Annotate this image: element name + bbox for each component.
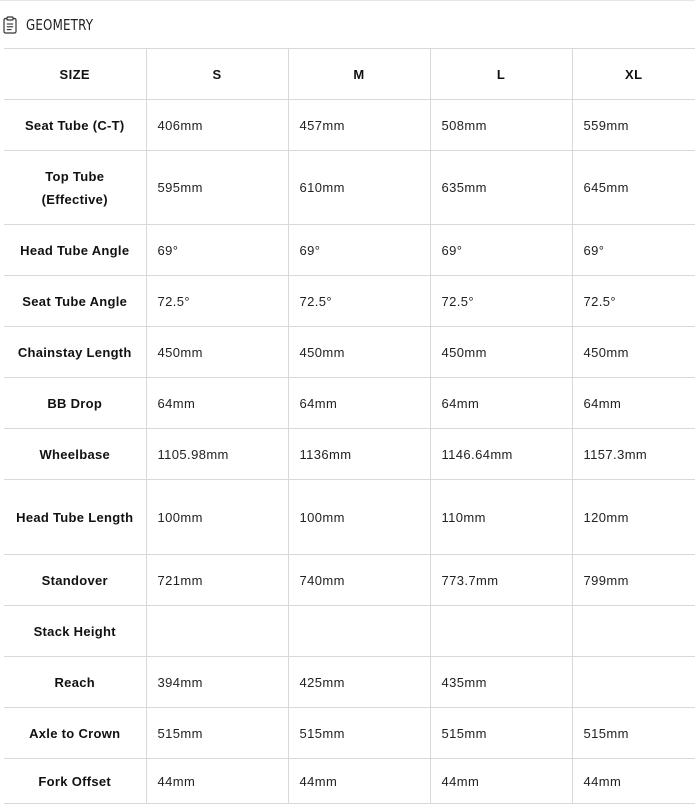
table-cell: 44mm bbox=[430, 759, 572, 804]
table-cell: 435mm bbox=[430, 657, 572, 708]
column-header-xl: XL bbox=[572, 49, 695, 100]
table-row bbox=[4, 276, 695, 327]
table-cell: 72.5° bbox=[572, 276, 695, 327]
table-cell: 515mm bbox=[430, 708, 572, 759]
table-cell: 425mm bbox=[288, 657, 430, 708]
table-cell: 100mm bbox=[288, 480, 430, 555]
row-label: Reach bbox=[4, 657, 146, 708]
table-cell: 645mm bbox=[572, 151, 695, 225]
table-cell: 559mm bbox=[572, 100, 695, 151]
table-cell: 1157.3mm bbox=[572, 429, 695, 480]
column-header-m: M bbox=[288, 49, 430, 100]
table-cell: 69° bbox=[146, 225, 288, 276]
table-row bbox=[4, 759, 695, 804]
row-label: BB Drop bbox=[4, 378, 146, 429]
table-cell: 721mm bbox=[146, 555, 288, 606]
table-cell bbox=[146, 606, 288, 657]
table-cell: 799mm bbox=[572, 555, 695, 606]
table-cell: 515mm bbox=[146, 708, 288, 759]
table-cell: 1136mm bbox=[288, 429, 430, 480]
table-cell: 406mm bbox=[146, 100, 288, 151]
table-cell: 508mm bbox=[430, 100, 572, 151]
table-cell: 120mm bbox=[572, 480, 695, 555]
table-cell: 69° bbox=[430, 225, 572, 276]
table-cell: 394mm bbox=[146, 657, 288, 708]
table-row bbox=[4, 378, 695, 429]
table-row bbox=[4, 657, 695, 708]
table-row bbox=[4, 429, 695, 480]
table-cell: 740mm bbox=[288, 555, 430, 606]
row-label: Fork Offset bbox=[4, 759, 146, 804]
table-row bbox=[4, 225, 695, 276]
table-cell: 450mm bbox=[430, 327, 572, 378]
table-row bbox=[4, 480, 695, 555]
row-label: Head Tube Length bbox=[4, 480, 146, 555]
table-cell: 450mm bbox=[572, 327, 695, 378]
table-cell: 457mm bbox=[288, 100, 430, 151]
table-cell: 69° bbox=[572, 225, 695, 276]
row-label: Seat Tube (C-T) bbox=[4, 100, 146, 151]
table-cell bbox=[288, 606, 430, 657]
table-row bbox=[4, 606, 695, 657]
table-cell: 72.5° bbox=[430, 276, 572, 327]
row-label: Head Tube Angle bbox=[4, 225, 146, 276]
table-cell: 515mm bbox=[572, 708, 695, 759]
column-header-s: S bbox=[146, 49, 288, 100]
geometry-header[interactable] bbox=[0, 0, 695, 48]
geometry-table bbox=[4, 48, 695, 804]
table-cell: 110mm bbox=[430, 480, 572, 555]
table-cell: 64mm bbox=[572, 378, 695, 429]
table-row bbox=[4, 327, 695, 378]
table-cell: 635mm bbox=[430, 151, 572, 225]
row-label: Chainstay Length bbox=[4, 327, 146, 378]
clipboard-icon bbox=[3, 16, 17, 34]
table-cell: 44mm bbox=[572, 759, 695, 804]
table-row bbox=[4, 151, 695, 225]
table-cell: 1105.98mm bbox=[146, 429, 288, 480]
table-cell bbox=[430, 606, 572, 657]
table-row bbox=[4, 555, 695, 606]
table-cell: 72.5° bbox=[146, 276, 288, 327]
table-cell: 450mm bbox=[146, 327, 288, 378]
row-label: Wheelbase bbox=[4, 429, 146, 480]
table-row bbox=[4, 100, 695, 151]
row-label: Seat Tube Angle bbox=[4, 276, 146, 327]
table-cell bbox=[572, 657, 695, 708]
column-header-size: SIZE bbox=[4, 49, 146, 100]
row-label: Stack Height bbox=[4, 606, 146, 657]
table-cell: 595mm bbox=[146, 151, 288, 225]
row-label: Axle to Crown bbox=[4, 708, 146, 759]
table-cell: 610mm bbox=[288, 151, 430, 225]
table-cell: 44mm bbox=[146, 759, 288, 804]
table-cell: 515mm bbox=[288, 708, 430, 759]
geometry-title: GEOMETRY bbox=[26, 15, 94, 34]
table-cell: 1146.64mm bbox=[430, 429, 572, 480]
table-cell: 72.5° bbox=[288, 276, 430, 327]
row-label: Standover bbox=[4, 555, 146, 606]
table-cell: 64mm bbox=[288, 378, 430, 429]
column-header-l: L bbox=[430, 49, 572, 100]
table-cell: 44mm bbox=[288, 759, 430, 804]
table-header-row bbox=[4, 49, 695, 100]
table-cell: 450mm bbox=[288, 327, 430, 378]
table-cell bbox=[572, 606, 695, 657]
row-label: Top Tube (Effective) bbox=[4, 151, 146, 225]
table-cell: 100mm bbox=[146, 480, 288, 555]
table-cell: 64mm bbox=[430, 378, 572, 429]
table-row bbox=[4, 708, 695, 759]
table-cell: 773.7mm bbox=[430, 555, 572, 606]
table-cell: 69° bbox=[288, 225, 430, 276]
table-cell: 64mm bbox=[146, 378, 288, 429]
